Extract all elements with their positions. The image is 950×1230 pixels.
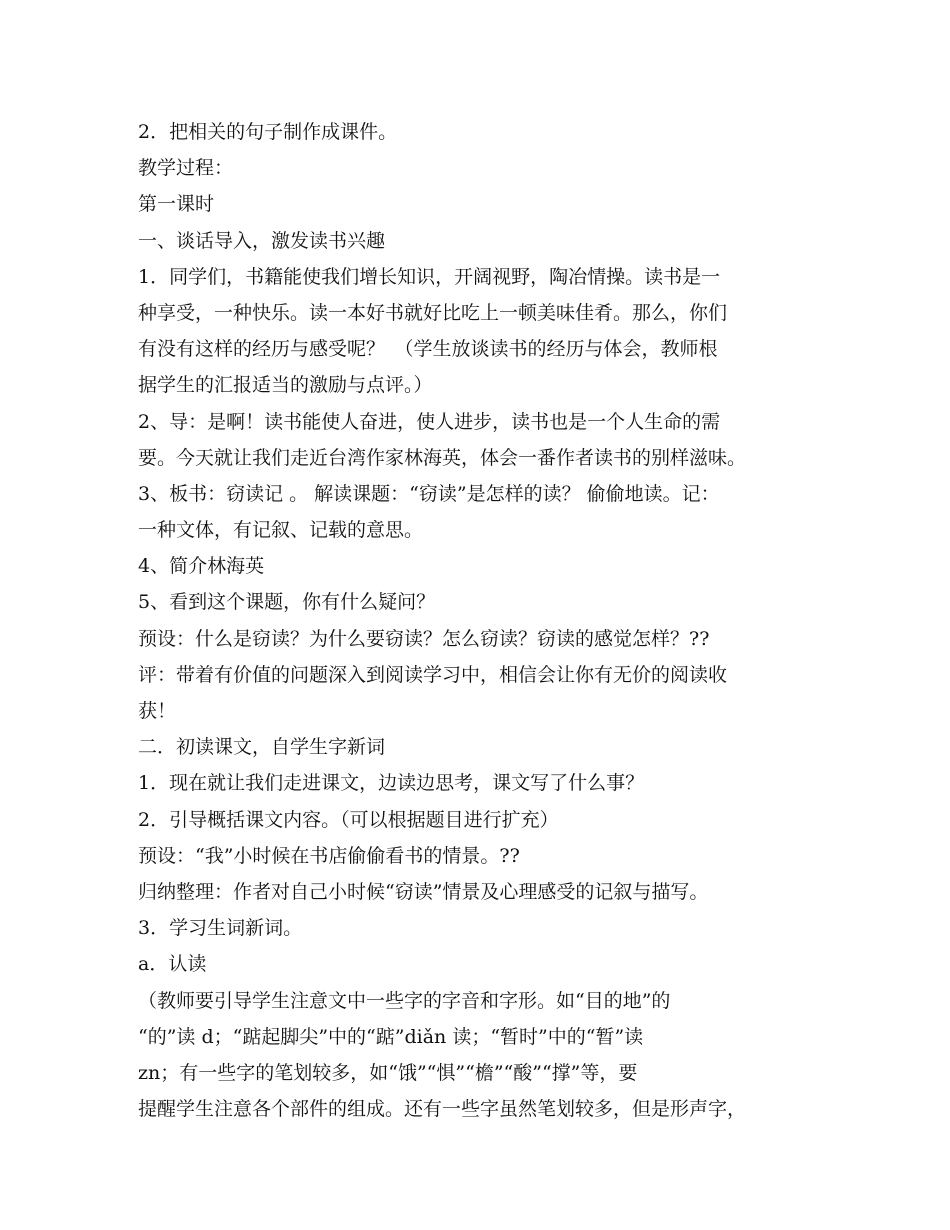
text-line: 1．同学们，书籍能使我们增长知识，开阔视野，陶冶情操。读书是一 [138,265,721,288]
text-line: 有没有这样的经历与感受呢？ （学生放谈读书的经历与体会，教师根 [138,338,718,361]
text-line: 3、板书：窃读记 。 解读课题：“窃读”是怎样的读？ 偷偷地读。记： [138,482,720,505]
text-line: “的”读 d；“踮起脚尖”中的“踮”diǎn 读；“暂时”中的“暂”读 [138,1025,644,1048]
text-line: 5、看到这个课题，你有什么疑问？ [138,591,436,614]
text-line: 获！ [138,700,177,722]
section-heading: 二．初读课文，自学生字新词 [138,736,386,759]
text-line: 1．现在就让我们走进课文，边读边思考，课文写了什么事？ [138,772,645,795]
text-line: 2．把相关的句子制作成课件。 [138,121,398,143]
text-line: 3．学习生词新词。 [138,917,303,940]
text-line: 2、导：是啊！读书能使人奋进，使人进步，读书也是一个人生命的需 [138,410,721,433]
section-heading: 教学过程： [138,157,234,180]
text-line: 预设：什么是窃读？为什么要窃读？怎么窃读？窃读的感觉怎样？?? [138,627,710,650]
document-body [138,114,828,1127]
text-line: 2．引导概括课文内容。（可以根据题目进行扩充） [138,808,559,831]
text-line: 归纳整理：作者对自己小时候“窃读”情景及心理感受的记叙与描写。 [138,880,709,903]
text-line: 评：带着有价值的问题深入到阅读学习中，相信会让你有无价的阅读收 [138,663,728,686]
text-line: 据学生的汇报适当的激励与点评。） [138,374,433,397]
text-line: 要。今天就让我们走近台湾作家林海英，体会一番作者读书的别样滋味。 [138,446,747,469]
text-line: 4、简介林海英 [138,555,265,578]
text-line: a．认读 [138,953,207,976]
text-line: （教师要引导学生注意文中一些字的字音和字形。如“目的地”的 [138,989,671,1012]
text-line: 一种文体，有记叙、记载的意思。 [138,519,424,542]
section-heading: 第一课时 [138,193,215,216]
text-line: zn；有一些字的笔划较多，如“饿”“惧”“檐”“酸”“撑”等，要 [138,1061,638,1084]
text-line: 提醒学生注意各个部件的组成。还有一些字虽然笔划较多，但是形声字， [138,1098,747,1121]
text-line: 种享受，一种快乐。读一本好书就好比吃上一顿美味佳肴。那么，你们 [138,301,728,324]
section-heading: 一、谈话导入，激发读书兴趣 [138,229,386,252]
text-line: 预设：“我”小时候在书店偷偷看书的情景。?? [138,844,520,867]
